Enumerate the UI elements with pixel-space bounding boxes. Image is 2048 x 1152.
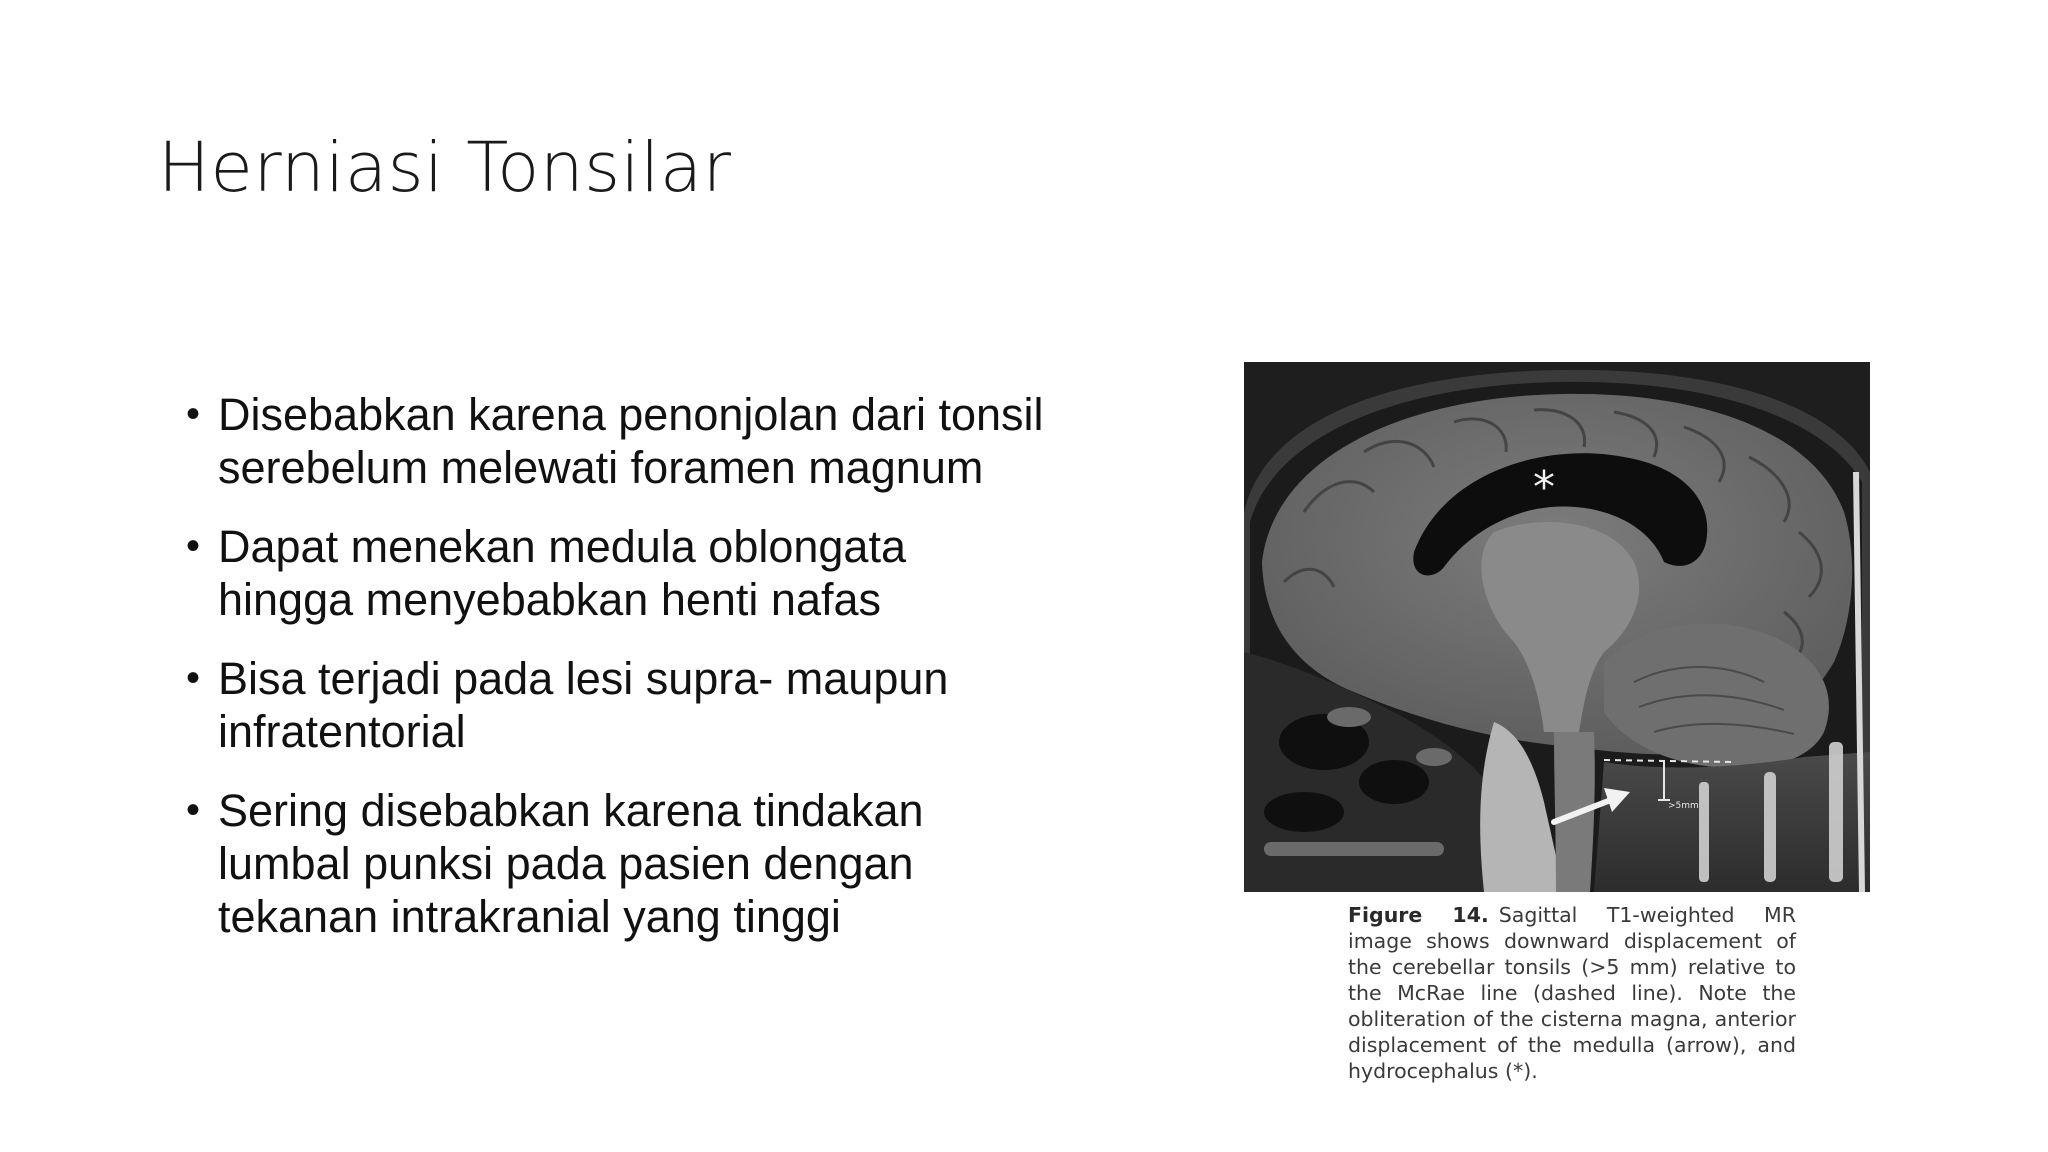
bullet-dot-icon: • xyxy=(186,656,201,700)
mri-image xyxy=(1244,362,1870,892)
bullet-dot-icon: • xyxy=(186,788,201,832)
bullet-item xyxy=(186,388,1046,494)
mri-figure xyxy=(1244,362,1870,892)
bullet-dot-icon: • xyxy=(186,524,201,568)
bullet-dot-icon: • xyxy=(186,392,201,436)
figure-caption xyxy=(1348,902,1796,1084)
bullet-item xyxy=(186,520,1046,626)
slide-title: Herniasi Tonsilar xyxy=(158,128,732,208)
caption-text: Sagittal T1-weighted MR image shows downward displacement of the cerebellar tonsils (>5 mm) relative to the McRae line (dashed line). Note the obliteration of the cisterna magna, anterior displacement of the medulla (arrow), and hydrocephalus (*). xyxy=(1348,903,1796,1083)
asterisk-marker: * xyxy=(1533,462,1555,513)
measurement-label: >5mm xyxy=(1668,801,1699,811)
bullet-item xyxy=(186,652,1046,758)
bullet-item xyxy=(186,784,1046,943)
bullet-text: Sering disebabkan karena tindakan lumbal punksi pada pasien dengan tekanan intrakranial yang tinggi xyxy=(218,785,924,942)
bullet-list xyxy=(186,388,1046,969)
bullet-text: Disebabkan karena penonjolan dari tonsil serebelum melewati foramen magnum xyxy=(218,389,1044,493)
caption-label: Figure 14. xyxy=(1348,903,1489,927)
bullet-text: Dapat menekan medula oblongata hingga menyebabkan henti nafas xyxy=(218,521,906,625)
bullet-text: Bisa terjadi pada lesi supra- maupun infratentorial xyxy=(218,653,949,757)
